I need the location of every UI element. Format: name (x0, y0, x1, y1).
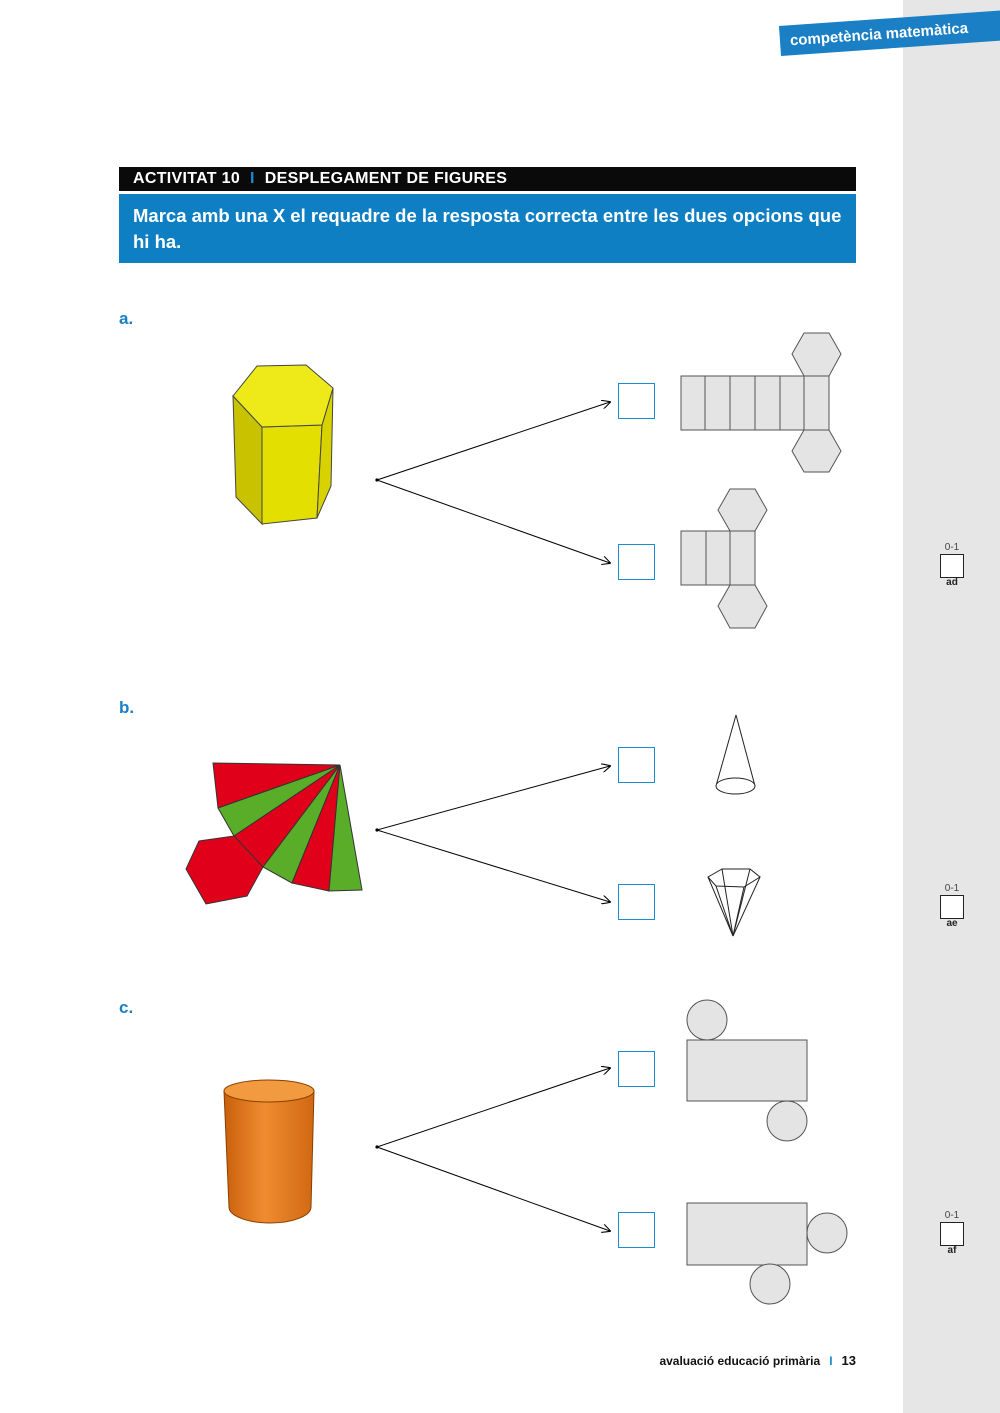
pyramid-option (708, 869, 760, 936)
score-checkbox[interactable] (940, 895, 964, 919)
answer-box-b-option-1[interactable] (618, 747, 655, 783)
score-box-b (938, 883, 966, 929)
pyramid-net-figure (186, 763, 362, 904)
cone-option (716, 715, 755, 794)
cylinder-figure (224, 1080, 314, 1223)
activity-number: ACTIVITAT 10 (133, 170, 241, 187)
score-range: 0-1 (944, 1210, 960, 1221)
score-code: ae (946, 918, 958, 929)
header-separator: I (250, 170, 255, 187)
cylinder-net-option-2 (687, 1203, 847, 1304)
score-box-a (938, 542, 966, 588)
score-box-c (938, 1210, 966, 1256)
hexagonal-prism-figure (233, 365, 333, 524)
score-range: 0-1 (944, 883, 960, 894)
footer-separator: I (829, 1353, 833, 1368)
subject-tag-text: competència matemàtica (789, 19, 969, 49)
score-checkbox[interactable] (940, 1222, 964, 1246)
cylinder-net-option-1 (687, 1000, 807, 1141)
prism-net-option-2 (681, 489, 767, 628)
answer-box-c-option-1[interactable] (618, 1051, 655, 1087)
question-label-b: b. (119, 698, 135, 717)
activity-title: DESPLEGAMENT DE FIGURES (264, 170, 508, 187)
page-number: 13 (841, 1353, 856, 1368)
prism-net-option-1 (681, 333, 841, 472)
score-code: ad (946, 577, 958, 588)
answer-box-a-option-1[interactable] (618, 383, 655, 419)
arrows-a (375, 402, 610, 563)
answer-box-b-option-2[interactable] (618, 884, 655, 920)
answer-box-a-option-2[interactable] (618, 544, 655, 580)
activity-instruction: Marca amb una X el requadre de la resposta correcta entre les dues opcions que hi ha. (119, 194, 856, 263)
score-code: af (947, 1245, 957, 1256)
arrows-b (375, 766, 610, 902)
question-label-c: c. (119, 998, 134, 1017)
score-range: 0-1 (944, 542, 960, 553)
question-label-a: a. (119, 309, 134, 328)
page-footer (659, 1353, 856, 1368)
score-checkbox[interactable] (940, 554, 964, 578)
answer-box-c-option-2[interactable] (618, 1212, 655, 1248)
arrows-c (375, 1068, 610, 1231)
footer-text: avaluació educació primària (659, 1353, 821, 1368)
